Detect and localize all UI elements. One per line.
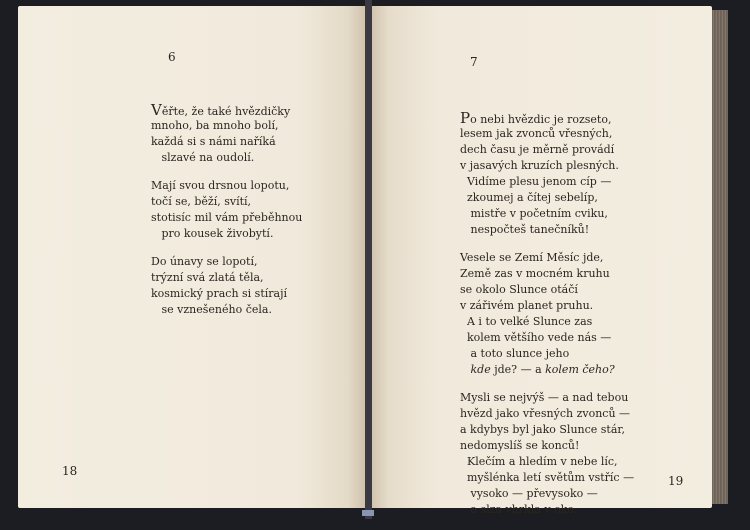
poem-line	[460, 362, 634, 378]
right-page	[372, 6, 712, 516]
poem-line: mistře v početním cviku,	[460, 207, 608, 220]
right-page-number-bottom: 19	[668, 474, 684, 488]
right-stanza-2	[460, 250, 634, 378]
italic-phrase: kolem čeho?	[545, 363, 615, 376]
poem-line: Země zas v mocném kruhu	[460, 267, 610, 280]
poem-line	[151, 102, 302, 118]
poem-line: Mysli se nejvýš — a nad tebou	[460, 391, 629, 404]
italic-word: kde	[470, 363, 491, 376]
poem-line: dech času je měrně provádí	[460, 143, 615, 156]
poem-line: myšlénka letí světům vstříc —	[460, 471, 635, 484]
poem-line: a kdybys byl jako Slunce stár,	[460, 423, 625, 436]
poem-line-middle: jde? — a	[490, 363, 546, 376]
right-poem	[460, 110, 634, 530]
left-stanza-2	[151, 178, 302, 242]
poem-line: stotisíc mil vám přeběhnou	[151, 211, 303, 224]
poem-line-rest: o nebi hvězdic je rozseto,	[470, 113, 612, 126]
drop-cap: P	[460, 109, 471, 127]
poem-line: se vznešeného čela.	[151, 303, 272, 316]
poem-line: točí se, běží, svítí,	[151, 195, 252, 208]
poem-line-rest: ěřte, že také hvězdičky	[161, 105, 291, 118]
left-stanza-3	[151, 254, 302, 318]
poem-line	[460, 110, 634, 126]
left-poem	[151, 102, 302, 330]
poem-line: vysoko — převysoko —	[460, 487, 598, 500]
poem-line: každá si s námi naříká	[151, 135, 276, 148]
poem-line: A i to velké Slunce zas	[460, 315, 593, 328]
right-stanza-3	[460, 390, 634, 518]
right-page-number-top: 7	[470, 55, 478, 69]
page-edges	[712, 10, 728, 504]
poem-line: Vidíme plesu jenom cíp —	[460, 175, 612, 188]
poem-line: pro kousek živobytí.	[151, 227, 274, 240]
poem-line: lesem jak zvonců vřesných,	[460, 127, 613, 140]
poem-line: a toto slunce jeho	[460, 347, 570, 360]
poem-line: kolem většího vede nás —	[460, 331, 612, 344]
poem-line: a slza vhrkla v oko.	[460, 503, 578, 516]
poem-line: hvězd jako vřesných zvonců —	[460, 407, 631, 420]
poem-line: slzavé na oudolí.	[151, 151, 255, 164]
poem-line: nespočteš tanečníků!	[460, 223, 590, 236]
poem-line: Do únavy se lopotí,	[151, 255, 258, 268]
bookmark-ribbon	[362, 510, 374, 516]
poem-line: zkoumej a čítej sebelíp,	[460, 191, 598, 204]
drop-cap: V	[151, 101, 162, 119]
left-page	[18, 6, 365, 508]
right-stanza-1	[460, 110, 634, 238]
poem-line: v jasavých kruzích plesných.	[460, 159, 619, 172]
poem-line: Vesele se Zemí Měsíc jde,	[460, 251, 604, 264]
left-stanza-1	[151, 102, 302, 166]
poem-line: trýzní svá zlatá těla,	[151, 271, 264, 284]
poem-line: kosmický prach si stírají	[151, 287, 288, 300]
poem-line: mnoho, ba mnoho bolí,	[151, 119, 279, 132]
poem-line: nedomyslíš se konců!	[460, 439, 580, 452]
left-page-number-bottom: 18	[62, 464, 78, 478]
book-gutter	[365, 0, 372, 519]
poem-line: Klečím a hledím v nebe líc,	[460, 455, 618, 468]
poem-line: se okolo Slunce otáčí	[460, 283, 578, 296]
poem-line: Mají svou drsnou lopotu,	[151, 179, 290, 192]
left-page-number-top: 6	[168, 50, 176, 64]
poem-line: v zářivém planet pruhu.	[460, 299, 594, 312]
